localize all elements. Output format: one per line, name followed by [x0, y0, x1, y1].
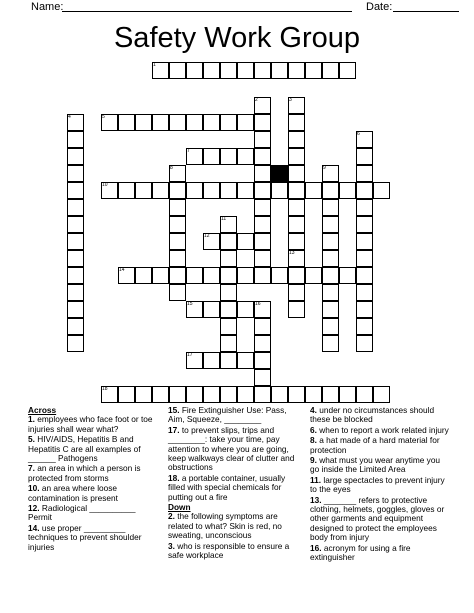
grid-cell[interactable]: [67, 165, 84, 182]
clue-number: 10: [102, 182, 108, 188]
clue-item: [168, 542, 304, 561]
across-heading: Across: [28, 405, 57, 415]
grid-cell[interactable]: [356, 284, 373, 301]
grid-cell[interactable]: [288, 148, 305, 165]
grid-cell[interactable]: [67, 284, 84, 301]
grid-cell[interactable]: [288, 284, 305, 301]
grid-cell[interactable]: [67, 216, 84, 233]
clue-number: 17: [187, 352, 193, 358]
clue-number: 7: [187, 148, 190, 154]
grid-cell[interactable]: [288, 267, 305, 284]
grid-cell[interactable]: [220, 114, 237, 131]
grid-cell[interactable]: [67, 233, 84, 250]
clue-label-number: 6.: [310, 424, 317, 435]
clue-label-number: 1.: [28, 414, 35, 425]
grid-cell[interactable]: [254, 352, 271, 369]
grid-cell[interactable]: [254, 148, 271, 165]
grid-cell[interactable]: [220, 62, 237, 79]
grid-cell[interactable]: [152, 182, 169, 199]
clue-text: an area in which a person is protected from storms: [28, 463, 141, 483]
clue-text: to prevent slips, trips and ________: take your time, pay attention to where you are going, keep walkways clear of clutter and obstructions: [168, 424, 295, 473]
clue-label-number: 5.: [28, 434, 35, 445]
grid-cell[interactable]: [339, 62, 356, 79]
grid-cell[interactable]: [339, 386, 356, 403]
grid-cell[interactable]: [203, 386, 220, 403]
clue-label-number: 4.: [310, 405, 317, 415]
clues-column-1: [28, 406, 160, 553]
grid-cell[interactable]: [220, 182, 237, 199]
grid-cell[interactable]: [356, 216, 373, 233]
grid-cell[interactable]: [254, 369, 271, 386]
clue-label-number: 3.: [168, 540, 175, 551]
grid-cell[interactable]: [356, 335, 373, 352]
across-clues-list: [28, 415, 160, 552]
grid-cell[interactable]: [220, 318, 237, 335]
clue-text: _______ refers to protective clothing, helmets, goggles, gloves or other garments and equipment designed to protect the employees body from injury: [310, 494, 445, 543]
clue-label-number: 8.: [310, 435, 317, 446]
grid-cell[interactable]: [322, 386, 339, 403]
grid-cell[interactable]: [169, 386, 186, 403]
grid-cell[interactable]: [67, 250, 84, 267]
grid-cell[interactable]: [339, 182, 356, 199]
grid-cell[interactable]: [169, 62, 186, 79]
grid-cell[interactable]: [356, 250, 373, 267]
grid-cell[interactable]: [203, 352, 220, 369]
grid-cell[interactable]: [254, 131, 271, 148]
grid-cell[interactable]: [288, 386, 305, 403]
grid-cell[interactable]: [305, 182, 322, 199]
clue-text: HIV/AIDS, Hepatitis B and Hepatitis C are all examples of ______ Pathogens: [28, 434, 141, 464]
clue-number: 6: [357, 131, 360, 137]
clue-item: [310, 544, 450, 563]
clue-item: [310, 406, 450, 425]
grid-cell[interactable]: [322, 301, 339, 318]
clue-number: 12: [204, 233, 210, 239]
clue-item: [168, 512, 304, 540]
grid-cell[interactable]: [288, 131, 305, 148]
grid-cell[interactable]: [271, 182, 288, 199]
grid-cell[interactable]: [254, 165, 271, 182]
grid-cell[interactable]: [169, 199, 186, 216]
grid-cell[interactable]: [322, 62, 339, 79]
grid-cell[interactable]: [356, 233, 373, 250]
grid-cell[interactable]: [237, 352, 254, 369]
grid-cell[interactable]: [254, 199, 271, 216]
grid-cell[interactable]: [356, 386, 373, 403]
grid-cell[interactable]: [288, 199, 305, 216]
clue-item: [28, 504, 160, 523]
name-label: Name:: [31, 1, 64, 13]
grid-cell[interactable]: [169, 216, 186, 233]
grid-cell[interactable]: [237, 233, 254, 250]
grid-cell[interactable]: [254, 216, 271, 233]
grid-cell[interactable]: [322, 335, 339, 352]
grid-cell[interactable]: [135, 267, 152, 284]
grid-cell[interactable]: [322, 250, 339, 267]
grid-cell[interactable]: [67, 301, 84, 318]
clue-number: 9: [323, 165, 326, 171]
grid-cell[interactable]: [169, 114, 186, 131]
clue-item: [28, 484, 160, 503]
grid-cell[interactable]: [220, 284, 237, 301]
grid-cell[interactable]: [169, 182, 186, 199]
grid-cell[interactable]: [220, 267, 237, 284]
grid-cell[interactable]: [237, 267, 254, 284]
grid-cell[interactable]: [118, 182, 135, 199]
clue-text: a portable container, usually filled with special chemicals for putting out a fire: [168, 472, 286, 502]
clue-text: use proper _________ techniques to prevent shoulder injuries: [28, 522, 142, 552]
clue-label-number: 17.: [168, 424, 180, 435]
grid-cell[interactable]: [288, 182, 305, 199]
clue-label-number: 13.: [310, 494, 322, 505]
clue-label-number: 12.: [28, 503, 40, 514]
grid-cell[interactable]: [67, 199, 84, 216]
grid-cell[interactable]: [220, 352, 237, 369]
grid-cell[interactable]: [288, 62, 305, 79]
clue-number: 18: [102, 386, 108, 392]
grid-cell[interactable]: [135, 114, 152, 131]
grid-cell[interactable]: [152, 114, 169, 131]
grid-cell[interactable]: [322, 216, 339, 233]
down-clues-list-continued: [310, 406, 450, 563]
grid-cell[interactable]: [203, 301, 220, 318]
clue-text: an area where loose contamination is present: [28, 483, 118, 503]
clue-item: [168, 474, 304, 502]
clue-number: 1: [153, 62, 156, 68]
grid-cell[interactable]: [152, 386, 169, 403]
grid-cell[interactable]: [254, 386, 271, 403]
grid-cell[interactable]: [237, 182, 254, 199]
grid-cell[interactable]: [322, 318, 339, 335]
clue-number: 15: [187, 301, 193, 307]
clue-text: who is responsible to ensure a safe workplace: [168, 540, 290, 561]
grid-cell[interactable]: [356, 165, 373, 182]
grid-cell[interactable]: [169, 267, 186, 284]
page-title: Safety Work Group: [113, 22, 361, 54]
grid-cell[interactable]: [254, 267, 271, 284]
grid-cell[interactable]: [322, 182, 339, 199]
grid-cell[interactable]: [373, 386, 390, 403]
grid-cell[interactable]: [254, 114, 271, 131]
clue-item: [168, 426, 304, 473]
grid-cell[interactable]: [203, 114, 220, 131]
grid-cell[interactable]: [254, 318, 271, 335]
black-cell: [271, 165, 288, 182]
grid-cell[interactable]: [288, 301, 305, 318]
grid-cell[interactable]: [288, 165, 305, 182]
clue-label-number: 15.: [168, 405, 180, 415]
clue-number: 11: [221, 216, 227, 222]
clue-number: 14: [119, 267, 125, 273]
grid-cell[interactable]: [203, 148, 220, 165]
clue-item: [28, 415, 160, 434]
grid-cell[interactable]: [322, 233, 339, 250]
clue-text: what must you wear anytime you go inside the Limited Area: [310, 455, 441, 475]
clue-number: 16: [255, 301, 261, 307]
clue-item: [28, 464, 160, 483]
clue-text: the following symptoms are related to what? Skin is red, no sweating, unconscious: [168, 511, 282, 541]
grid-cell[interactable]: [135, 182, 152, 199]
grid-cell[interactable]: [152, 267, 169, 284]
clue-item: [310, 456, 450, 475]
grid-cell[interactable]: [356, 148, 373, 165]
grid-cell[interactable]: [356, 182, 373, 199]
grid-cell[interactable]: [67, 131, 84, 148]
grid-cell[interactable]: [220, 148, 237, 165]
clue-label-number: 14.: [28, 522, 40, 533]
grid-cell[interactable]: [220, 386, 237, 403]
clue-text: Radiological __________ Permit: [28, 503, 136, 523]
grid-cell[interactable]: [169, 284, 186, 301]
grid-cell[interactable]: [118, 114, 135, 131]
grid-cell[interactable]: [322, 284, 339, 301]
clues-column-2: [168, 406, 304, 562]
clue-item: [28, 524, 160, 552]
clue-label-number: 16.: [310, 542, 322, 553]
clue-text: employees who face foot or toe injuries shall wear what?: [28, 414, 153, 434]
clue-item: [310, 496, 450, 543]
clue-item: [310, 476, 450, 495]
clue-text: a hat made of a hard material for protection: [310, 435, 440, 455]
clue-number: 13: [289, 250, 295, 256]
grid-cell[interactable]: [305, 386, 322, 403]
grid-cell[interactable]: [271, 62, 288, 79]
grid-cell[interactable]: [288, 114, 305, 131]
grid-cell[interactable]: [135, 386, 152, 403]
grid-cell[interactable]: [169, 250, 186, 267]
clue-number: 4: [68, 114, 71, 120]
clue-label-number: 10.: [28, 483, 40, 494]
clue-label-number: 18.: [168, 472, 180, 483]
clue-text: under no circumstances should these be blocked: [310, 405, 435, 425]
grid-cell[interactable]: [186, 62, 203, 79]
clue-label-number: 2.: [168, 511, 175, 522]
clue-number: 8: [170, 165, 173, 171]
grid-cell[interactable]: [186, 182, 203, 199]
grid-cell[interactable]: [237, 114, 254, 131]
clue-text: large spectacles to prevent injury to the eyes: [310, 474, 445, 495]
clue-label-number: 7.: [28, 463, 35, 474]
clue-text: acronym for using a fire extinguisher: [310, 542, 411, 563]
grid-cell[interactable]: [186, 386, 203, 403]
grid-cell[interactable]: [254, 335, 271, 352]
grid-cell[interactable]: [322, 199, 339, 216]
grid-cell[interactable]: [220, 335, 237, 352]
grid-cell[interactable]: [254, 233, 271, 250]
grid-cell[interactable]: [271, 386, 288, 403]
grid-cell[interactable]: [220, 301, 237, 318]
grid-cell[interactable]: [67, 182, 84, 199]
clue-item: [310, 426, 450, 435]
grid-cell[interactable]: [356, 267, 373, 284]
grid-cell[interactable]: [271, 267, 288, 284]
clue-label-number: 9.: [310, 455, 317, 466]
across-clues-list-continued: [168, 406, 304, 502]
grid-cell[interactable]: [373, 182, 390, 199]
grid-cell[interactable]: [356, 301, 373, 318]
clue-number: 5: [102, 114, 105, 120]
grid-cell[interactable]: [237, 62, 254, 79]
grid-cell[interactable]: [67, 318, 84, 335]
grid-cell[interactable]: [237, 148, 254, 165]
grid-cell[interactable]: [356, 199, 373, 216]
grid-cell[interactable]: [288, 216, 305, 233]
grid-cell[interactable]: [339, 267, 356, 284]
grid-cell[interactable]: [67, 267, 84, 284]
grid-cell[interactable]: [254, 182, 271, 199]
grid-cell[interactable]: [220, 233, 237, 250]
grid-cell[interactable]: [203, 62, 220, 79]
down-clues-list: [168, 512, 304, 560]
grid-cell[interactable]: [203, 267, 220, 284]
clue-item: [310, 436, 450, 455]
clue-number: 3: [289, 97, 292, 103]
grid-cell[interactable]: [237, 386, 254, 403]
grid-cell[interactable]: [305, 62, 322, 79]
clue-item: [28, 435, 160, 463]
clue-text: Fire Extinguisher Use: Pass, Aim, Squeeze, ________: [168, 405, 287, 425]
grid-cell[interactable]: [254, 250, 271, 267]
date-label: Date:: [366, 1, 393, 13]
grid-cell[interactable]: [169, 233, 186, 250]
grid-cell[interactable]: [305, 267, 322, 284]
grid-cell[interactable]: [186, 114, 203, 131]
clue-label-number: 11.: [310, 474, 322, 485]
clue-item: [168, 406, 304, 425]
down-heading: Down: [168, 502, 191, 513]
grid-cell[interactable]: [67, 335, 84, 352]
grid-cell[interactable]: [186, 267, 203, 284]
clues-column-3: [310, 406, 450, 564]
clue-number: 2: [255, 97, 258, 103]
grid-cell[interactable]: [288, 233, 305, 250]
grid-cell[interactable]: [322, 267, 339, 284]
grid-cell[interactable]: [203, 182, 220, 199]
grid-cell[interactable]: [237, 301, 254, 318]
grid-cell[interactable]: [118, 386, 135, 403]
grid-cell[interactable]: [67, 148, 84, 165]
grid-cell[interactable]: [356, 318, 373, 335]
grid-cell[interactable]: [254, 62, 271, 79]
grid-cell[interactable]: [220, 250, 237, 267]
clue-text: when to report a work related injury: [316, 424, 449, 435]
